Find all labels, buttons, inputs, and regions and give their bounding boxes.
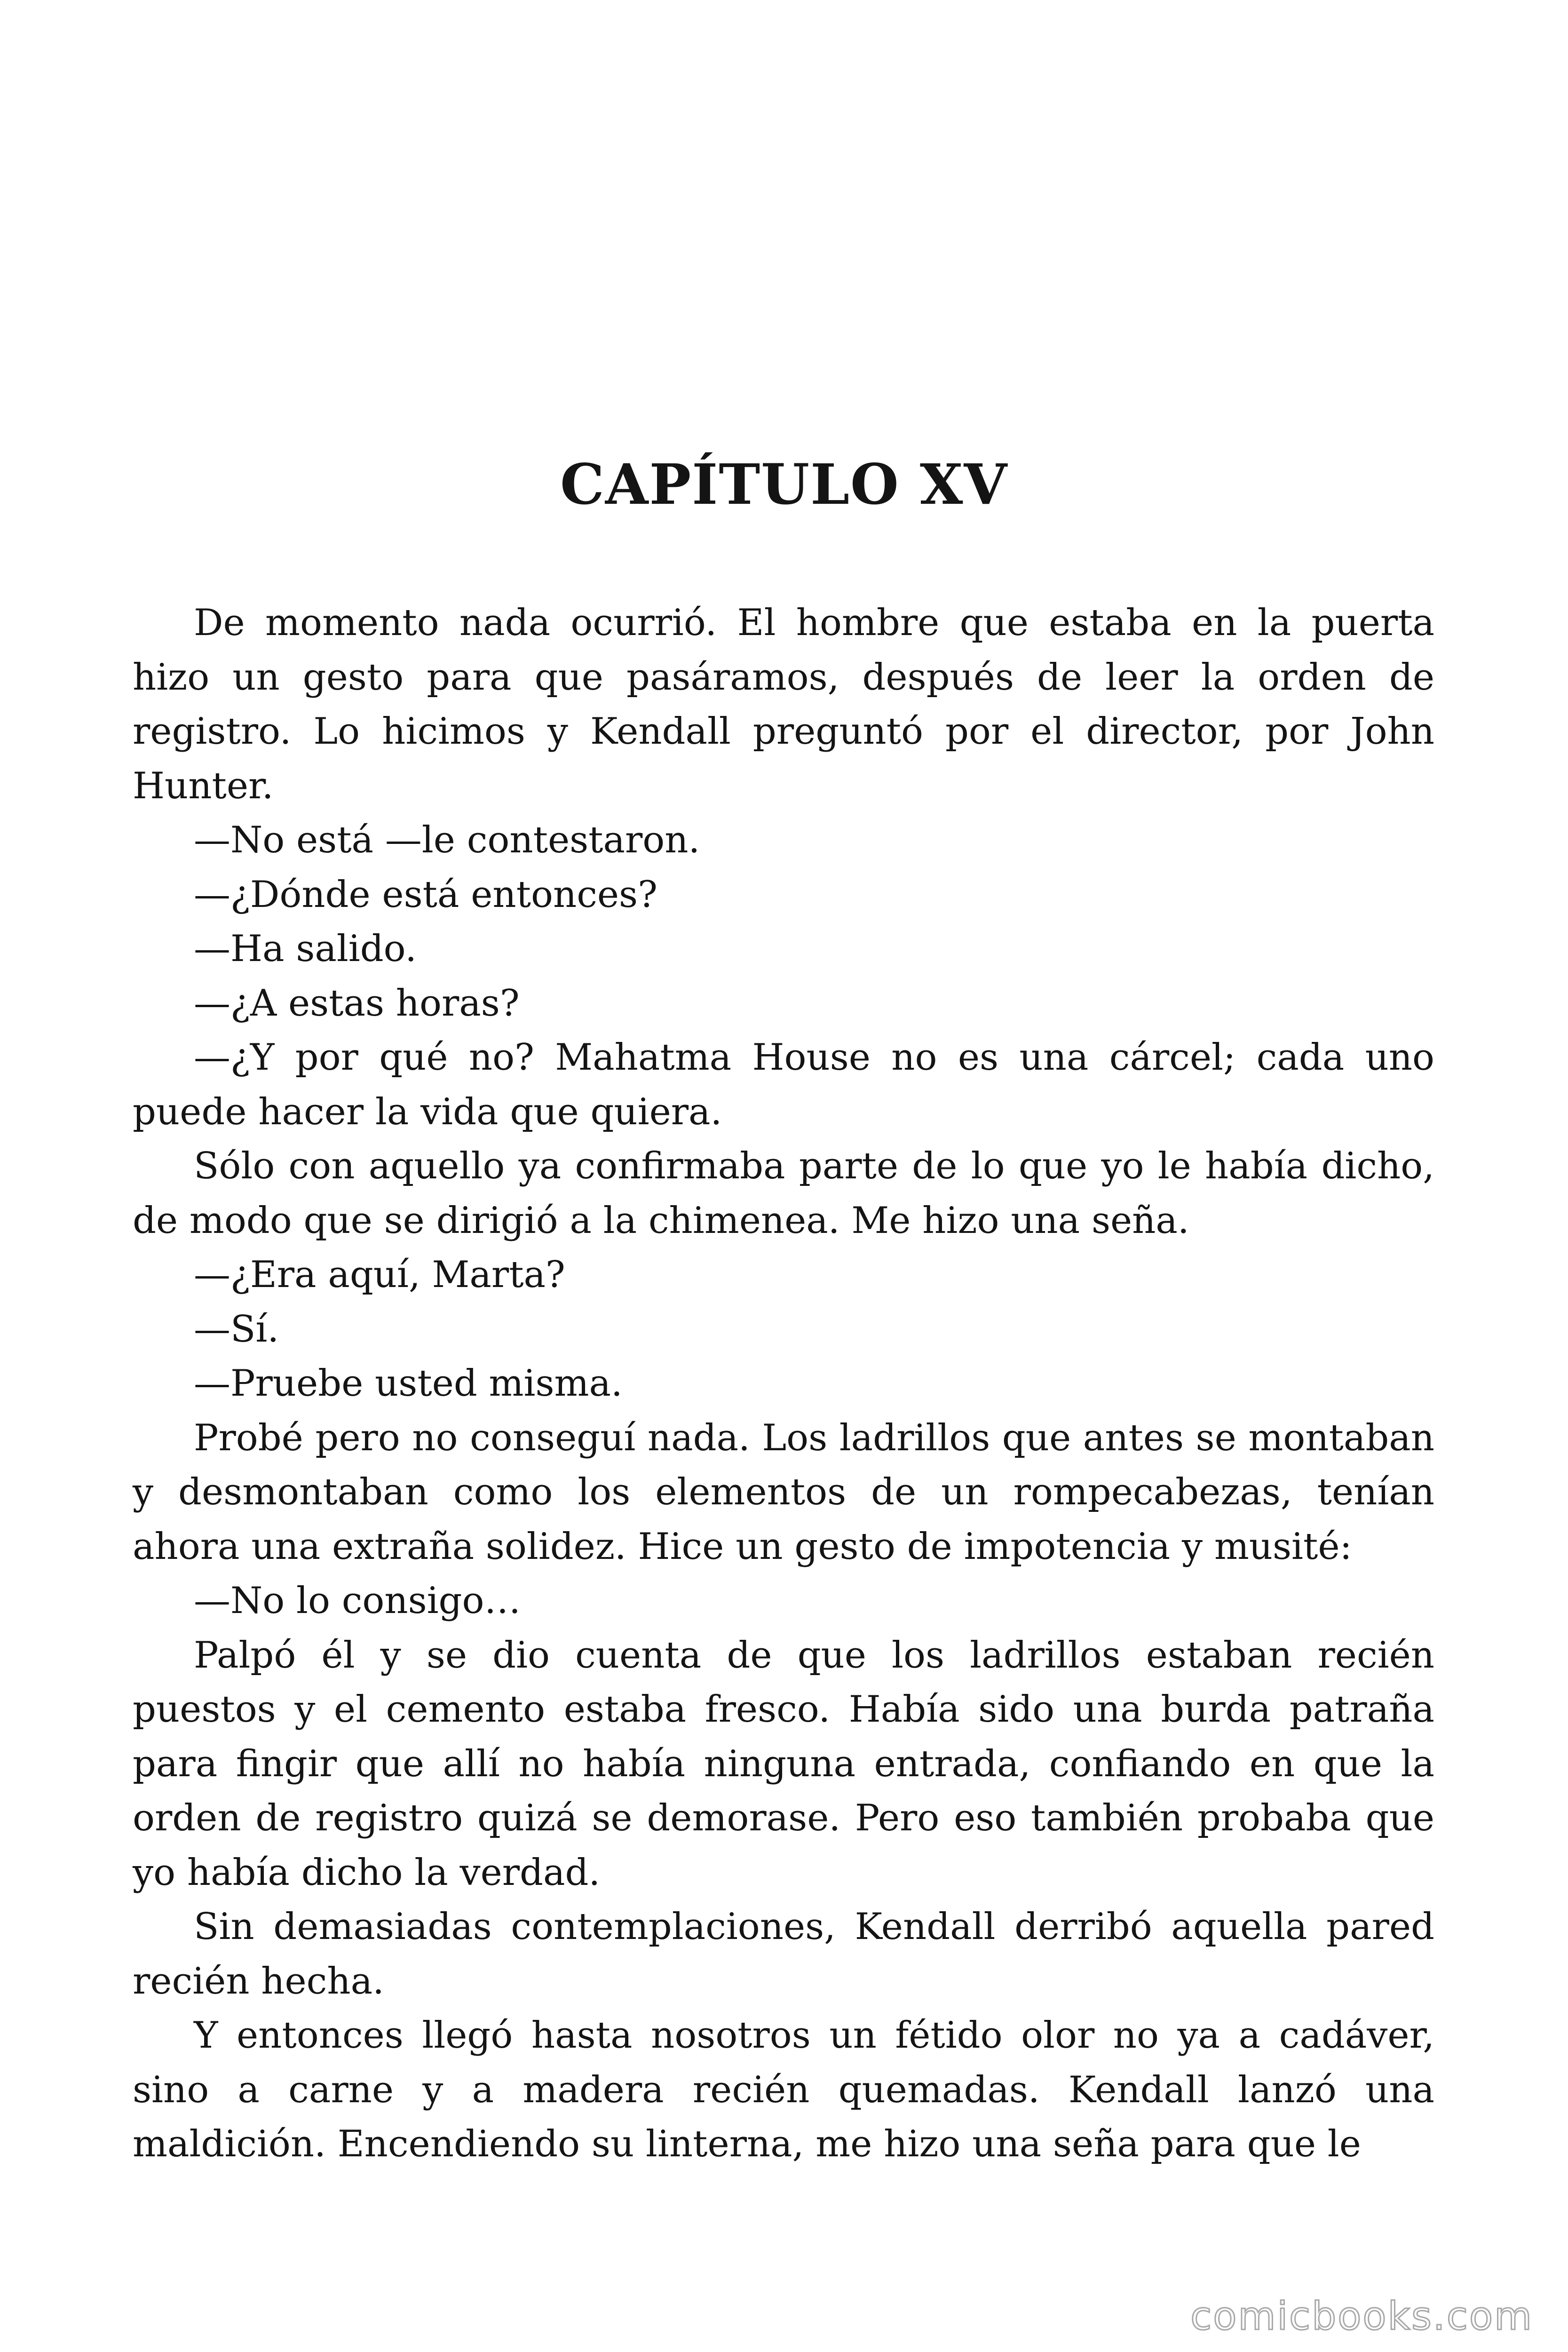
dialogue-line: —¿A estas horas?: [194, 982, 520, 1025]
dialogue-line: —¿Y por qué no? Mahatma House no es una cárcel; cada uno puede hacer la vida que quiera.: [133, 1036, 1434, 1133]
paragraph: Sólo con aquello ya confirmaba parte de lo que yo le había dicho, de modo que se dirigió a la chimenea. Me hizo una seña.: [133, 1145, 1434, 1242]
dialogue-line: —Ha salido.: [194, 928, 417, 970]
dialogue-line: —¿Dónde está entonces?: [194, 873, 657, 916]
dialogue-line: —No está —le contestaron.: [194, 819, 700, 861]
paragraph: De momento nada ocurrió. El hombre que estaba en la puerta hizo un gesto para que pasáramos, después de leer la orden de registro. Lo hicimos y Kendall preguntó por el director, por John Hunter.: [133, 602, 1434, 807]
chapter-body: [133, 596, 1434, 2172]
dialogue-line: —Sí.: [194, 1308, 279, 1351]
watermark: comicbooks.com: [1190, 2294, 1533, 2339]
dialogue-line: —No lo consigo…: [194, 1580, 521, 1622]
paragraph: Y entonces llegó hasta nosotros un fétido olor no ya a cadáver, sino a carne y a madera recién quemadas. Kendall lanzó una maldición. Encendiendo su linterna, me hizo una seña para que le: [133, 2014, 1434, 2165]
dialogue-line: —¿Era aquí, Marta?: [194, 1254, 565, 1296]
paragraph: Sin demasiadas contemplaciones, Kendall derribó aquella pared recién hecha.: [133, 1906, 1434, 2002]
paragraph: Probé pero no conseguí nada. Los ladrillos que antes se montaban y desmontaban como los elementos de un rompecabezas, tenían ahora una extraña solidez. Hice un gesto de impotencia y musité:: [133, 1416, 1434, 1568]
dialogue-line: —Pruebe usted misma.: [194, 1362, 623, 1405]
paragraph: Palpó él y se dio cuenta de que los ladrillos estaban recién puestos y el cemento estaba fresco. Había sido una burda patraña para fingir que allí no había ninguna entrada, confiando en que la orden de registro quizá se demorase. Pero eso también probaba que yo había dicho la verdad.: [133, 1634, 1434, 1894]
chapter-title: CAPÍTULO XV: [560, 452, 1008, 517]
